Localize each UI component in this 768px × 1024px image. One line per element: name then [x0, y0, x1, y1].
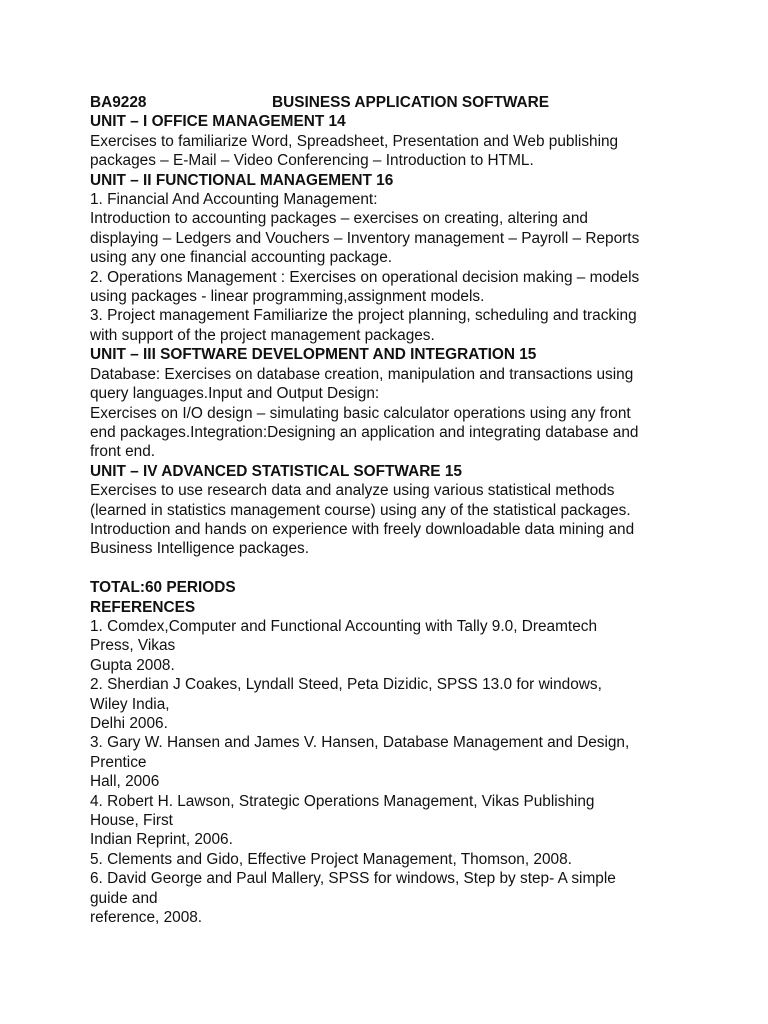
unit-4-text-line: Business Intelligence packages.	[90, 540, 310, 558]
reference-line: 4. Robert H. Lawson, Strategic Operations Management, Vikas Publishing	[90, 792, 595, 810]
unit-2-text-line: Introduction to accounting packages – exercises on creating, altering and	[90, 210, 588, 228]
reference-line: reference, 2008.	[90, 909, 203, 927]
unit-1-heading: UNIT – I OFFICE MANAGEMENT 14	[90, 113, 346, 131]
reference-line: Delhi 2006.	[90, 714, 168, 732]
reference-line: Wiley India,	[90, 695, 170, 713]
unit-4-heading: UNIT – IV ADVANCED STATISTICAL SOFTWARE 15	[90, 462, 462, 480]
reference-line: Hall, 2006	[90, 773, 160, 791]
reference-line: Indian Reprint, 2006.	[90, 831, 233, 849]
unit-2-text-line: using any one financial accounting package.	[90, 249, 393, 267]
reference-line: 5. Clements and Gido, Effective Project Management, Thomson, 2008.	[90, 850, 572, 868]
reference-line: 1. Comdex,Computer and Functional Accounting with Tally 9.0, Dreamtech	[90, 617, 598, 635]
blank-spacer	[90, 559, 690, 578]
document-page	[90, 93, 690, 927]
unit-3-text-line: Database: Exercises on database creation, manipulation and transactions using	[90, 365, 634, 383]
reference-line: Press, Vikas	[90, 637, 176, 655]
unit-3-heading: UNIT – III SOFTWARE DEVELOPMENT AND INTEGRATION 15	[90, 346, 537, 364]
unit-4-text-line: Introduction and hands on experience with freely downloadable data mining and	[90, 520, 635, 538]
unit-2-text-line: 3. Project management Familiarize the project planning, scheduling and tracking	[90, 307, 637, 325]
reference-line: Prentice	[90, 753, 147, 771]
unit-3-text-line: front end.	[90, 443, 156, 461]
unit-3-text-line: Exercises on I/O design – simulating basic calculator operations using any front	[90, 404, 631, 422]
reference-line: 3. Gary W. Hansen and James V. Hansen, Database Management and Design,	[90, 734, 630, 752]
total-periods: TOTAL:60 PERIODS	[90, 579, 236, 597]
reference-line: 6. David George and Paul Mallery, SPSS for windows, Step by step- A simple	[90, 870, 616, 888]
unit-2-text-line: displaying – Ledgers and Vouchers – Inventory management – Payroll – Reports	[90, 229, 640, 247]
reference-line: Gupta 2008.	[90, 656, 175, 674]
unit-2-heading: UNIT – II FUNCTIONAL MANAGEMENT 16	[90, 171, 394, 189]
unit-4-text-line: Exercises to use research data and analyze using various statistical methods	[90, 482, 615, 500]
course-title: BUSINESS APPLICATION SOFTWARE	[272, 94, 550, 111]
references-heading: REFERENCES	[90, 598, 196, 616]
unit-2-text-line: 2. Operations Management : Exercises on operational decision making – models	[90, 268, 640, 286]
course-code: BA9228	[90, 94, 147, 111]
unit-3-text-line: end packages.Integration:Designing an application and integrating database and	[90, 423, 639, 441]
reference-line: 2. Sherdian J Coakes, Lyndall Steed, Peta Dizidic, SPSS 13.0 for windows,	[90, 676, 602, 694]
unit-1-text-line: packages – E-Mail – Video Conferencing – Introduction to HTML.	[90, 152, 534, 170]
unit-2-text-line: with support of the project management packages.	[90, 326, 435, 344]
unit-2-text-line: using packages - linear programming,assignment models.	[90, 288, 485, 306]
unit-3-text-line: query languages.Input and Output Design:	[90, 385, 380, 403]
unit-1-text-line: Exercises to familiarize Word, Spreadsheet, Presentation and Web publishing	[90, 132, 619, 150]
unit-2-text-line: 1. Financial And Accounting Management:	[90, 191, 378, 209]
document-header	[90, 93, 690, 112]
unit-4-text-line: (learned in statistics management course) using any of the statistical packages.	[90, 501, 631, 519]
reference-line: guide and	[90, 889, 158, 907]
reference-line: House, First	[90, 812, 173, 830]
